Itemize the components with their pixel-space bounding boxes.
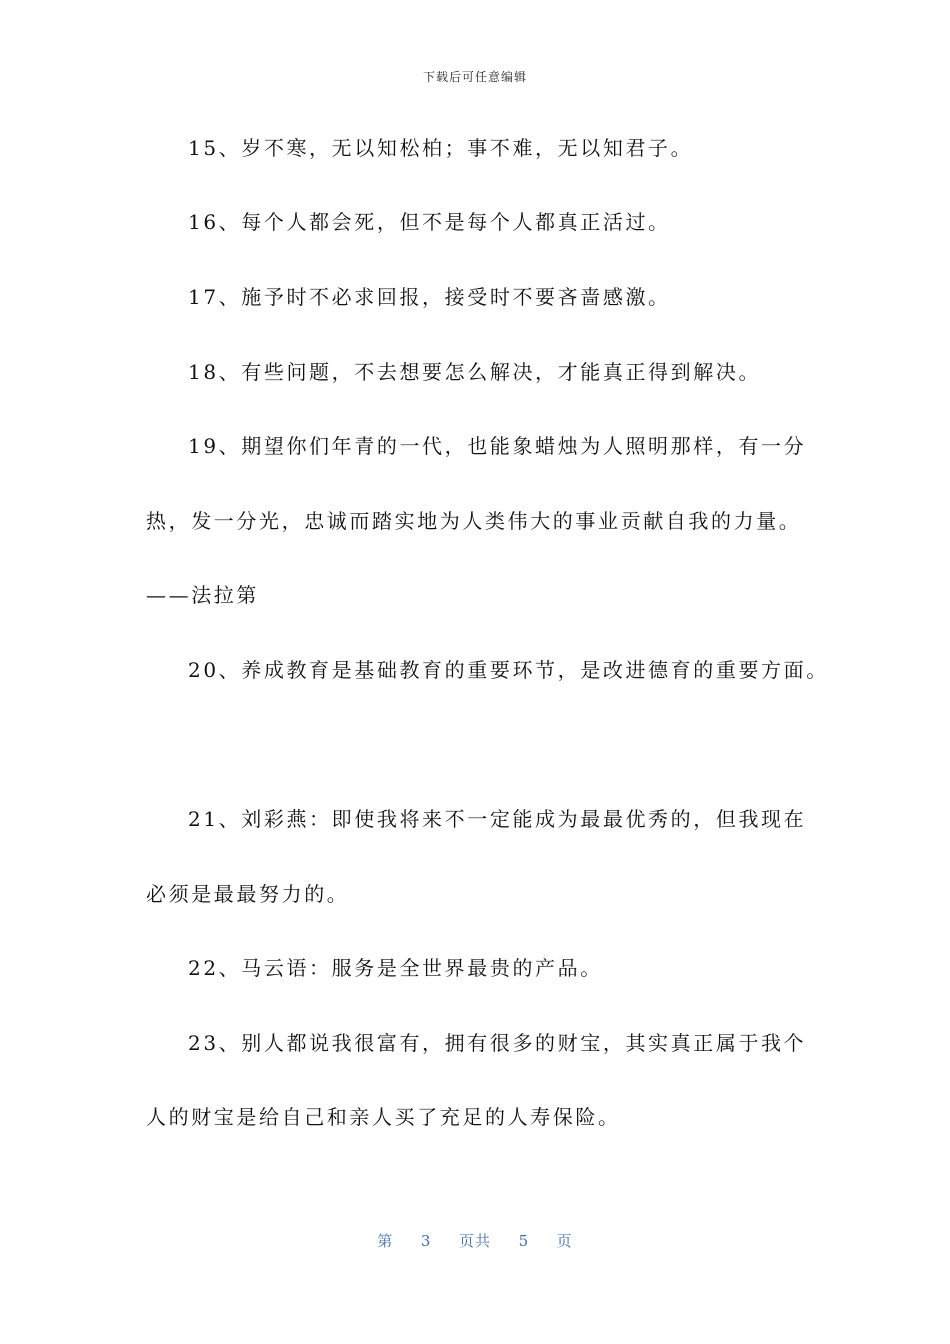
- quote-attribution: ——法拉第: [146, 583, 259, 607]
- quote-line-19-part1: 19、期望你们年青的一代，也能象蜡烛为人照明那样，有一分: [188, 434, 807, 458]
- quote-line-17: 17、施予时不必求回报，接受时不要吝啬感激。: [188, 285, 671, 309]
- quote-line-19-part2: 热，发一分光，忠诚而踏实地为人类伟大的事业贡献自我的力量。: [146, 509, 802, 533]
- quote-line-22: 22、马云语：服务是全世界最贵的产品。: [188, 956, 603, 980]
- quote-line-21-part2: 必须是最最努力的。: [146, 882, 350, 906]
- quote-line-23-part1: 23、别人都说我很富有，拥有很多的财宝，其实真正属于我个: [188, 1031, 807, 1055]
- footer-total-pages: 5: [518, 1232, 530, 1250]
- header-note: 下载后可任意编辑: [422, 70, 527, 84]
- quote-line-16: 16、每个人都会死，但不是每个人都真正活过。: [188, 210, 671, 234]
- footer-suffix: 页: [556, 1232, 573, 1250]
- footer-current-page: 3: [420, 1232, 432, 1250]
- footer-prefix: 第: [377, 1232, 394, 1250]
- quote-line-20: 20、养成教育是基础教育的重要环节，是改进德育的重要方面。: [188, 658, 829, 682]
- quote-line-21-part1: 21、刘彩燕：即使我将来不一定能成为最最优秀的，但我现在: [188, 807, 807, 831]
- quote-line-18: 18、有些问题，不去想要怎么解决，才能真正得到解决。: [188, 360, 762, 384]
- quote-line-23-part2: 人的财宝是给自己和亲人买了充足的人寿保险。: [146, 1105, 621, 1129]
- quote-line-15: 15、岁不寒，无以知松柏；事不难，无以知君子。: [188, 136, 694, 160]
- footer-middle: 页共: [458, 1232, 491, 1250]
- page-footer: [0, 1230, 950, 1251]
